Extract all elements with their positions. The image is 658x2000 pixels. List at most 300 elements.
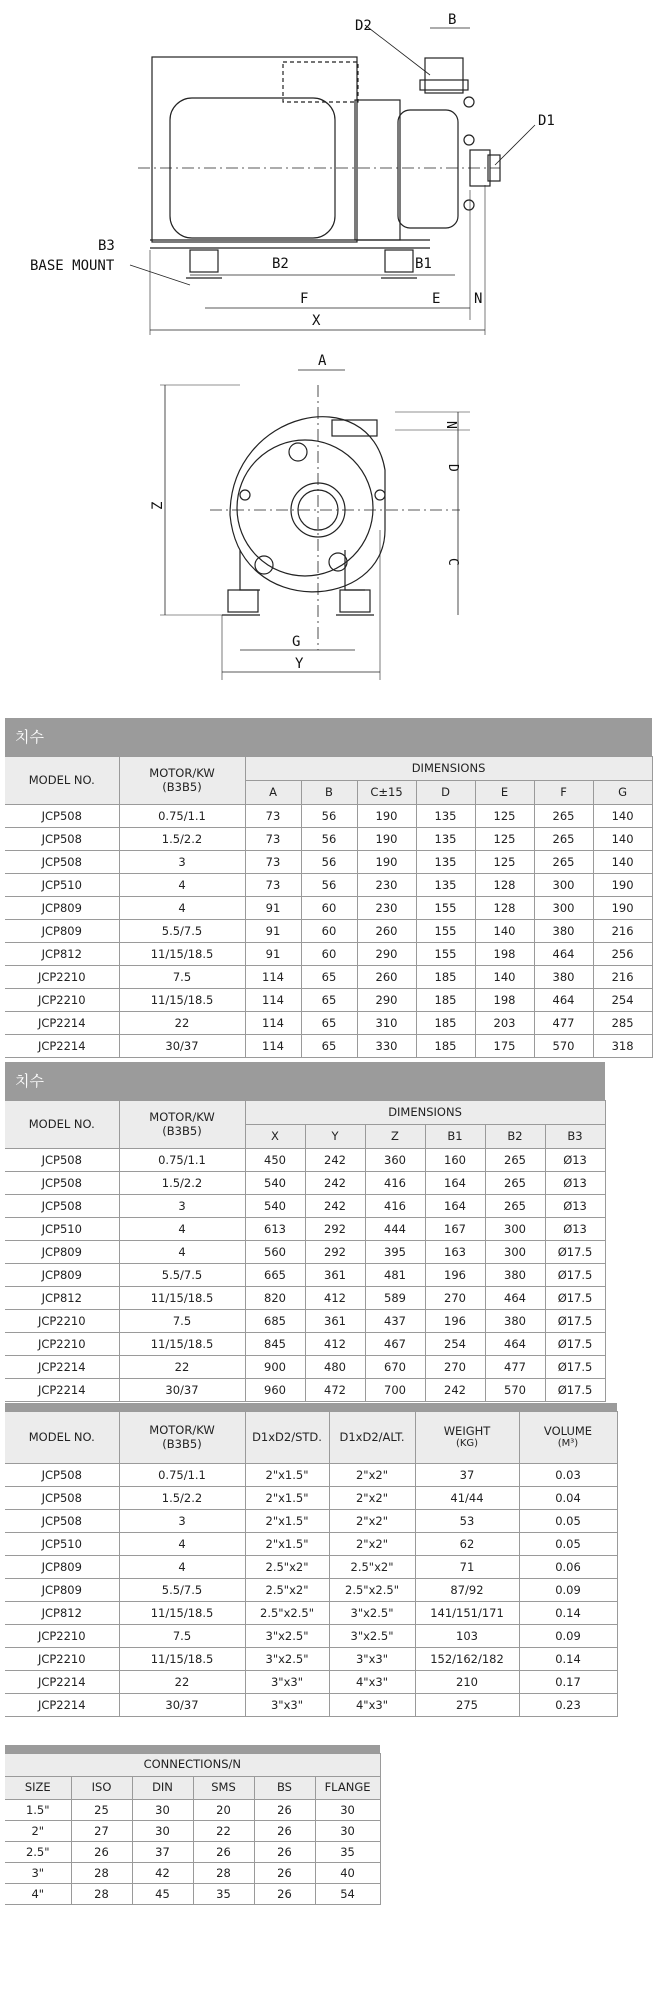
table2-cell: 540 — [245, 1172, 305, 1195]
table4-cell: 28 — [193, 1863, 254, 1884]
table1-cell: 300 — [534, 897, 593, 920]
table4-cell: 28 — [71, 1884, 132, 1905]
table4-cell: 26 — [254, 1821, 315, 1842]
table1-row — [5, 943, 652, 966]
table1-cell: 125 — [475, 828, 534, 851]
table1-col-header: F — [534, 781, 593, 805]
table1-cell: 185 — [416, 1012, 475, 1035]
table4-cell: 42 — [132, 1863, 193, 1884]
table1-cell: 73 — [245, 805, 301, 828]
label-n: N — [443, 421, 458, 429]
table1-cell: 114 — [245, 989, 301, 1012]
table4-title: CONNECTIONS/N — [5, 1754, 380, 1777]
table1-row — [5, 920, 652, 943]
table2-cell: 196 — [425, 1310, 485, 1333]
table1-cell: JCP809 — [5, 920, 119, 943]
table1-cell: 65 — [301, 1012, 357, 1035]
table4-cell: 22 — [193, 1821, 254, 1842]
table4-cell: 26 — [254, 1800, 315, 1821]
table1-cell: JCP2210 — [5, 966, 119, 989]
table1-cell: 330 — [357, 1035, 416, 1058]
table2-cell: 395 — [365, 1241, 425, 1264]
table3-cell: 2"x1.5" — [245, 1533, 329, 1556]
table2-cell: 7.5 — [119, 1310, 245, 1333]
table1-cell: 265 — [534, 805, 593, 828]
table1-cell: 380 — [534, 920, 593, 943]
table3-cell: 0.05 — [519, 1533, 617, 1556]
table3-cell: 71 — [415, 1556, 519, 1579]
table1-cell: 300 — [534, 874, 593, 897]
table2-cell: 3 — [119, 1195, 245, 1218]
table2-cell: JCP809 — [5, 1264, 119, 1287]
label-b: B — [448, 12, 457, 28]
table3-cell: 0.09 — [519, 1625, 617, 1648]
table3-weight-unit: (KG) — [455, 1438, 479, 1450]
table1-model-header: MODEL NO. — [5, 757, 119, 805]
table2-col-header: B3 — [545, 1125, 605, 1149]
table1-cell: 216 — [593, 966, 652, 989]
table4-cell: 25 — [71, 1800, 132, 1821]
table2-cell: Ø17.5 — [545, 1287, 605, 1310]
table2-cell: 242 — [425, 1379, 485, 1402]
table2-cell: Ø13 — [545, 1195, 605, 1218]
table4-grid — [5, 1753, 381, 1905]
table4-cell: 45 — [132, 1884, 193, 1905]
table1-row — [5, 851, 652, 874]
table3-cell: JCP809 — [5, 1579, 119, 1602]
table1-cell: 125 — [475, 851, 534, 874]
label-d1: D1 — [538, 113, 555, 129]
table3-alt-header: D1xD2/ALT. — [329, 1412, 415, 1464]
table2-cell: Ø17.5 — [545, 1333, 605, 1356]
table3-cell: 41/44 — [415, 1487, 519, 1510]
table2-cell: 11/15/18.5 — [119, 1333, 245, 1356]
table2-cell: 242 — [305, 1172, 365, 1195]
table2-row — [5, 1241, 605, 1264]
table1-cell: 464 — [534, 989, 593, 1012]
table1-cell: 114 — [245, 1012, 301, 1035]
table4-cell: 26 — [71, 1842, 132, 1863]
table3-cell: 3"x2.5" — [245, 1625, 329, 1648]
table2-cell: 560 — [245, 1241, 305, 1264]
table2-cell: JCP812 — [5, 1287, 119, 1310]
table3-cell: 30/37 — [119, 1694, 245, 1717]
table3-cell: JCP2214 — [5, 1694, 119, 1717]
table2-cell: 464 — [485, 1333, 545, 1356]
table1-cell: 60 — [301, 920, 357, 943]
table2-cell: 685 — [245, 1310, 305, 1333]
table3-row — [5, 1602, 617, 1625]
table4-col-header: BS — [254, 1777, 315, 1800]
label-z: Z — [150, 501, 166, 510]
table3-cell: 4"x3" — [329, 1671, 415, 1694]
table1-cell: 256 — [593, 943, 652, 966]
table2-cell: 450 — [245, 1149, 305, 1172]
table3-row — [5, 1464, 617, 1487]
table3-cell: 22 — [119, 1671, 245, 1694]
table1-col-header: A — [245, 781, 301, 805]
table1-row — [5, 897, 652, 920]
table1-cell: JCP508 — [5, 805, 119, 828]
table2-cell: JCP510 — [5, 1218, 119, 1241]
table2-cell: Ø17.5 — [545, 1241, 605, 1264]
table3-cell: 0.04 — [519, 1487, 617, 1510]
table2-cell: 22 — [119, 1356, 245, 1379]
table1-cell: 216 — [593, 920, 652, 943]
table2-motor-sub: (B3B5) — [162, 1123, 202, 1138]
table4-cell: 35 — [193, 1884, 254, 1905]
side-view-svg — [0, 0, 658, 340]
table3-cell: 2"x1.5" — [245, 1510, 329, 1533]
table1-row — [5, 1012, 652, 1035]
table1-cell: 190 — [357, 828, 416, 851]
table1-cell: 230 — [357, 874, 416, 897]
table3-cell: 3"x2.5" — [329, 1602, 415, 1625]
table3-weight-label: WEIGHT — [443, 1424, 491, 1439]
table2-cell: 444 — [365, 1218, 425, 1241]
table3-std-header: D1xD2/STD. — [245, 1412, 329, 1464]
table2-cell: 5.5/7.5 — [119, 1264, 245, 1287]
table1-cell: 73 — [245, 874, 301, 897]
table3-cell: 2.5"x2" — [245, 1556, 329, 1579]
table3-cell: JCP508 — [5, 1487, 119, 1510]
table1-cell: JCP508 — [5, 828, 119, 851]
dimensions-table-1 — [5, 718, 652, 1058]
table4-col-header: SIZE — [5, 1777, 71, 1800]
table1-cell: 11/15/18.5 — [119, 943, 245, 966]
dimensions-table-2 — [5, 1062, 605, 1402]
table1-cell: 125 — [475, 805, 534, 828]
table1-cell: 185 — [416, 989, 475, 1012]
table1-cell: 140 — [593, 851, 652, 874]
table2-cell: JCP508 — [5, 1172, 119, 1195]
table2-cell: Ø17.5 — [545, 1356, 605, 1379]
table2-cell: 164 — [425, 1195, 485, 1218]
table3-motor-label: MOTOR/KW — [149, 1423, 215, 1438]
table1-cell: 185 — [416, 966, 475, 989]
table1-cell: 73 — [245, 828, 301, 851]
table3-cell: JCP2210 — [5, 1648, 119, 1671]
table2-cell: JCP508 — [5, 1149, 119, 1172]
table4-cell: 26 — [193, 1842, 254, 1863]
table2-col-header: X — [245, 1125, 305, 1149]
table4-cell: 28 — [71, 1863, 132, 1884]
table2-grid — [5, 1100, 606, 1402]
table3-cell: JCP508 — [5, 1510, 119, 1533]
table3-cell: 141/151/171 — [415, 1602, 519, 1625]
table4-cell: 40 — [315, 1863, 380, 1884]
table4-cell: 3" — [5, 1863, 71, 1884]
table3-volume-label: VOLUME — [543, 1424, 593, 1439]
label-b3: B3 — [98, 238, 115, 254]
table2-cell: 412 — [305, 1287, 365, 1310]
table1-cell: 175 — [475, 1035, 534, 1058]
table4-cell: 27 — [71, 1821, 132, 1842]
table3-model-header: MODEL NO. — [5, 1412, 119, 1464]
label-g: G — [292, 634, 301, 650]
table2-cell: 589 — [365, 1287, 425, 1310]
table2-cell: 665 — [245, 1264, 305, 1287]
table1-cell: 1.5/2.2 — [119, 828, 245, 851]
table3-row — [5, 1487, 617, 1510]
table3-cell: 0.05 — [519, 1510, 617, 1533]
table2-cell: Ø13 — [545, 1172, 605, 1195]
table2-cell: 30/37 — [119, 1379, 245, 1402]
table2-cell: JCP809 — [5, 1241, 119, 1264]
table1-cell: 155 — [416, 920, 475, 943]
table2-cell: 481 — [365, 1264, 425, 1287]
table1-row — [5, 989, 652, 1012]
table2-cell: 477 — [485, 1356, 545, 1379]
table2-row — [5, 1379, 605, 1402]
table1-cell: 128 — [475, 874, 534, 897]
table2-cell: 700 — [365, 1379, 425, 1402]
table1-row — [5, 828, 652, 851]
table2-cell: 540 — [245, 1195, 305, 1218]
table3-cell: 5.5/7.5 — [119, 1579, 245, 1602]
table3-cell: 0.06 — [519, 1556, 617, 1579]
table3-row — [5, 1671, 617, 1694]
table2-cell: 300 — [485, 1241, 545, 1264]
table4-cell: 30 — [315, 1800, 380, 1821]
label-b2: B2 — [272, 256, 289, 272]
table1-col-header: C±15 — [357, 781, 416, 805]
table2-dimensions-header: DIMENSIONS — [245, 1101, 605, 1125]
table4-col-header: FLANGE — [315, 1777, 380, 1800]
table3-cell: 2"x2" — [329, 1487, 415, 1510]
table2-cell: 4 — [119, 1241, 245, 1264]
table4-row — [5, 1863, 380, 1884]
label-d: D — [445, 464, 460, 472]
table2-cell: 464 — [485, 1287, 545, 1310]
table2-col-header: Y — [305, 1125, 365, 1149]
table1-cell: 185 — [416, 1035, 475, 1058]
label-base-mount: BASE MOUNT — [30, 258, 115, 274]
table2-cell: 292 — [305, 1218, 365, 1241]
table1-cell: 190 — [593, 874, 652, 897]
table1-cell: 155 — [416, 943, 475, 966]
table3-cell: JCP809 — [5, 1556, 119, 1579]
table1-title: 치수 — [5, 718, 652, 756]
table2-cell: 163 — [425, 1241, 485, 1264]
label-x: X — [312, 313, 321, 329]
table2-row — [5, 1172, 605, 1195]
front-view-drawing — [0, 350, 658, 690]
table3-cell: 0.17 — [519, 1671, 617, 1694]
table3-row — [5, 1625, 617, 1648]
table2-col-header: Z — [365, 1125, 425, 1149]
table4-cell: 30 — [132, 1800, 193, 1821]
table2-cell: 0.75/1.1 — [119, 1149, 245, 1172]
table1-cell: 260 — [357, 920, 416, 943]
table1-cell: 128 — [475, 897, 534, 920]
table2-cell: Ø17.5 — [545, 1379, 605, 1402]
table2-cell: Ø13 — [545, 1149, 605, 1172]
table2-cell: Ø17.5 — [545, 1310, 605, 1333]
table1-cell: 140 — [593, 828, 652, 851]
table4-row — [5, 1842, 380, 1863]
table1-cell: 5.5/7.5 — [119, 920, 245, 943]
table2-row — [5, 1287, 605, 1310]
table1-cell: 135 — [416, 874, 475, 897]
table2-cell: JCP2210 — [5, 1310, 119, 1333]
table3-cell: 2"x2" — [329, 1510, 415, 1533]
table2-cell: 613 — [245, 1218, 305, 1241]
table4-cell: 35 — [315, 1842, 380, 1863]
table3-motor-sub: (B3B5) — [162, 1436, 202, 1451]
table1-cell: 114 — [245, 966, 301, 989]
table3-row — [5, 1533, 617, 1556]
label-a: A — [318, 353, 327, 369]
table2-col-header: B2 — [485, 1125, 545, 1149]
table3-cell: 3"x2.5" — [329, 1625, 415, 1648]
table1-col-header: B — [301, 781, 357, 805]
connections-table — [5, 1745, 380, 1905]
table1-cell: 198 — [475, 943, 534, 966]
table3-weight-header — [415, 1412, 519, 1464]
table1-cell: 477 — [534, 1012, 593, 1035]
table2-cell: Ø17.5 — [545, 1264, 605, 1287]
table3-cell: 2.5"x2" — [245, 1579, 329, 1602]
table4-row — [5, 1884, 380, 1905]
table1-cell: 135 — [416, 805, 475, 828]
table3-cell: 3"x3" — [245, 1694, 329, 1717]
table1-cell: 290 — [357, 989, 416, 1012]
table2-cell: 300 — [485, 1218, 545, 1241]
table1-grid — [5, 756, 653, 1058]
table1-cell: 464 — [534, 943, 593, 966]
table3-cell: JCP812 — [5, 1602, 119, 1625]
table1-cell: 190 — [593, 897, 652, 920]
table3-volume-header — [519, 1412, 617, 1464]
table4-cell: 30 — [132, 1821, 193, 1842]
table2-cell: 412 — [305, 1333, 365, 1356]
table2-cell: 164 — [425, 1172, 485, 1195]
side-view-drawing — [0, 0, 658, 340]
table1-cell: 135 — [416, 851, 475, 874]
table3-cell: 2"x1.5" — [245, 1487, 329, 1510]
table2-cell: 437 — [365, 1310, 425, 1333]
table2-row — [5, 1195, 605, 1218]
table1-cell: 91 — [245, 920, 301, 943]
table2-cell: 480 — [305, 1356, 365, 1379]
table3-cell: 0.14 — [519, 1648, 617, 1671]
table2-cell: 380 — [485, 1310, 545, 1333]
table1-cell: 91 — [245, 943, 301, 966]
label-c: C — [445, 558, 460, 566]
table3-cell: JCP510 — [5, 1533, 119, 1556]
table3-motor-header — [119, 1412, 245, 1464]
table4-cell: 26 — [254, 1842, 315, 1863]
table2-cell: 160 — [425, 1149, 485, 1172]
table2-motor-header — [119, 1101, 245, 1149]
table1-cell: 60 — [301, 897, 357, 920]
table1-cell: 260 — [357, 966, 416, 989]
table3-cell: 11/15/18.5 — [119, 1648, 245, 1671]
table1-cell: JCP812 — [5, 943, 119, 966]
table1-cell: 114 — [245, 1035, 301, 1058]
table3-cell: JCP508 — [5, 1464, 119, 1487]
table1-cell: 198 — [475, 989, 534, 1012]
table1-cell: 318 — [593, 1035, 652, 1058]
table1-cell: JCP2214 — [5, 1012, 119, 1035]
table1-cell: 310 — [357, 1012, 416, 1035]
table1-col-header: D — [416, 781, 475, 805]
table3-cell: 103 — [415, 1625, 519, 1648]
table2-cell: JCP508 — [5, 1195, 119, 1218]
table3-top-bar — [5, 1403, 617, 1411]
table3-cell: 4 — [119, 1556, 245, 1579]
table3-row — [5, 1648, 617, 1671]
table1-row — [5, 1035, 652, 1058]
table3-cell: JCP2210 — [5, 1625, 119, 1648]
table4-col-header: DIN — [132, 1777, 193, 1800]
table1-cell: 155 — [416, 897, 475, 920]
table2-cell: 670 — [365, 1356, 425, 1379]
table2-cell: 4 — [119, 1218, 245, 1241]
table3-cell: 210 — [415, 1671, 519, 1694]
table2-col-header: B1 — [425, 1125, 485, 1149]
label-b1: B1 — [415, 256, 432, 272]
table2-row — [5, 1218, 605, 1241]
table1-cell: 140 — [475, 920, 534, 943]
table1-cell: 56 — [301, 828, 357, 851]
table1-cell: 65 — [301, 1035, 357, 1058]
table2-cell: JCP2210 — [5, 1333, 119, 1356]
table3-cell: 275 — [415, 1694, 519, 1717]
table3-cell: 0.23 — [519, 1694, 617, 1717]
table1-cell: 56 — [301, 851, 357, 874]
table1-motor-sub: (B3B5) — [162, 779, 202, 794]
table1-dimensions-header: DIMENSIONS — [245, 757, 652, 781]
table2-row — [5, 1264, 605, 1287]
table1-cell: 73 — [245, 851, 301, 874]
table4-top-bar — [5, 1745, 380, 1753]
table1-row — [5, 874, 652, 897]
table2-cell: 380 — [485, 1264, 545, 1287]
table2-cell: 360 — [365, 1149, 425, 1172]
table4-cell: 2.5" — [5, 1842, 71, 1863]
table4-row — [5, 1800, 380, 1821]
table2-cell: 820 — [245, 1287, 305, 1310]
table2-cell: 254 — [425, 1333, 485, 1356]
table1-col-header: G — [593, 781, 652, 805]
table3-cell: 4"x3" — [329, 1694, 415, 1717]
table3-cell: 0.75/1.1 — [119, 1464, 245, 1487]
table1-cell: 56 — [301, 874, 357, 897]
table2-motor-label: MOTOR/KW — [149, 1110, 215, 1125]
pipe-weight-table — [5, 1403, 617, 1717]
table3-cell: 1.5/2.2 — [119, 1487, 245, 1510]
table1-cell: 4 — [119, 874, 245, 897]
table2-cell: 11/15/18.5 — [119, 1287, 245, 1310]
table2-cell: 242 — [305, 1195, 365, 1218]
label-d2: D2 — [355, 18, 372, 34]
table2-cell: 361 — [305, 1310, 365, 1333]
table2-cell: JCP2214 — [5, 1379, 119, 1402]
table2-cell: 196 — [425, 1264, 485, 1287]
table2-cell: 265 — [485, 1149, 545, 1172]
table1-cell: JCP508 — [5, 851, 119, 874]
table2-cell: 416 — [365, 1172, 425, 1195]
table1-cell: 290 — [357, 943, 416, 966]
table1-cell: 254 — [593, 989, 652, 1012]
table4-cell: 26 — [254, 1884, 315, 1905]
table2-cell: 570 — [485, 1379, 545, 1402]
table3-cell: 2.5"x2.5" — [329, 1579, 415, 1602]
table4-col-header: SMS — [193, 1777, 254, 1800]
table2-cell: 242 — [305, 1149, 365, 1172]
